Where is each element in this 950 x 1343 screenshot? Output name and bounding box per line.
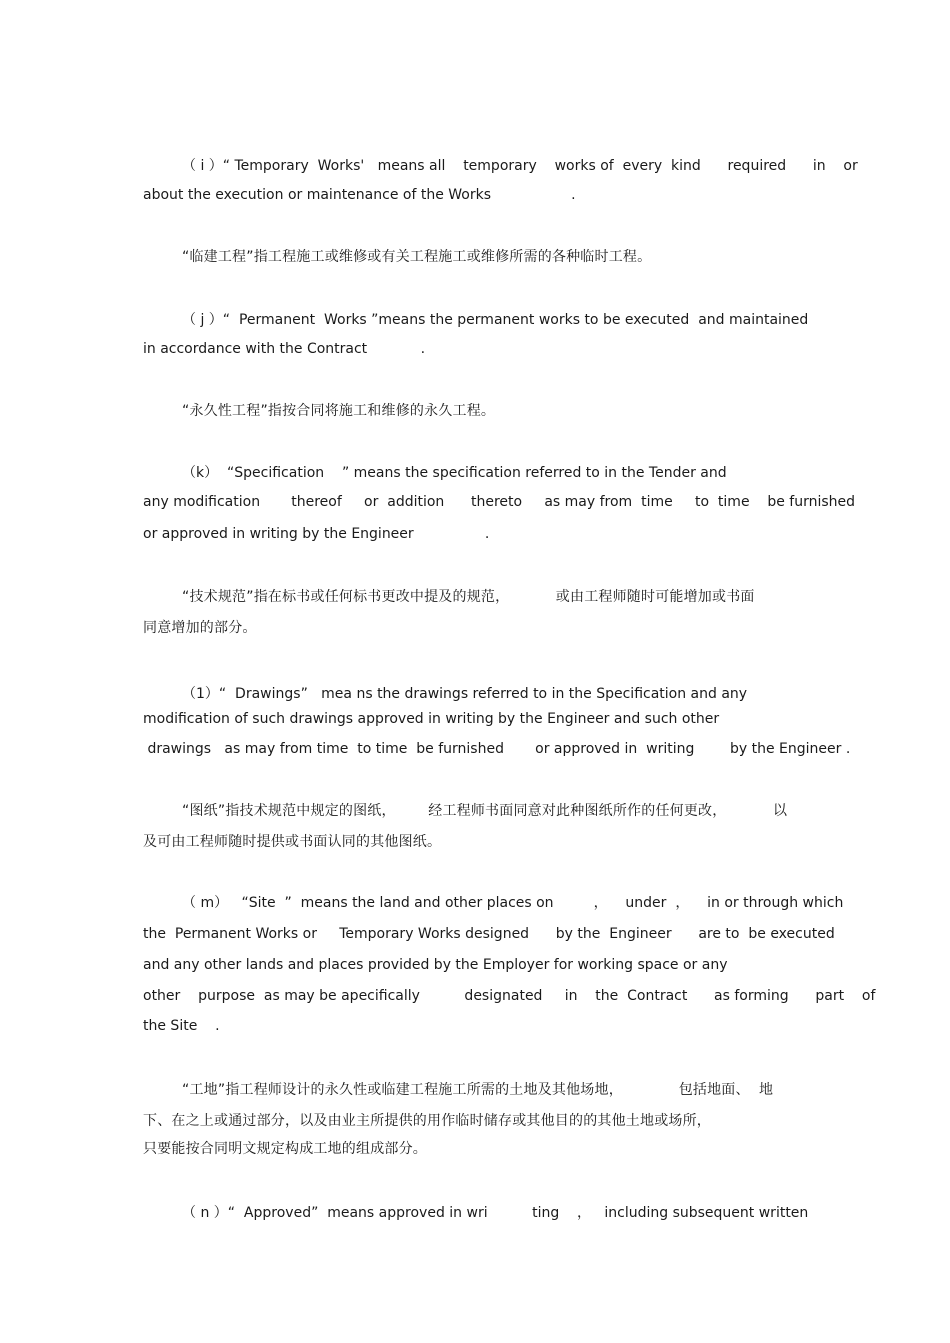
- clause-m-en-line-2: the Permanent Works or Temporary Works designed by the Engineer are to be executed: [143, 926, 835, 942]
- clause-l-zh-line-2: 及可由工程师随时提供或书面认同的其他图纸。: [143, 834, 442, 850]
- clause-m-en-line-1: （ m） “Site ” means the land and other places on ， under ， in or through which: [182, 895, 844, 911]
- clause-m-zh-line-3: 只要能按合同明文规定构成工地的组成部分。: [143, 1141, 427, 1157]
- clause-i-en-line-2: about the execution or maintenance of the Works .: [143, 187, 576, 203]
- clause-m-en-line-3: and any other lands and places provided by the Employer for working space or any: [143, 957, 728, 973]
- clause-m-en-line-5: the Site .: [143, 1018, 220, 1034]
- clause-i-zh-line-1: “临建工程”指工程施工或维修或有关工程施工或维修所需的各种临时工程。: [182, 249, 652, 265]
- clause-k-en-line-3: or approved in writing by the Engineer .: [143, 526, 490, 542]
- clause-k-en-line-2: any modification thereof or addition thereto as may from time to time be furnished: [143, 494, 856, 510]
- clause-k-en-line-1: （k） “Specification ” means the specification referred to in the Tender and: [182, 465, 727, 481]
- clause-i-en-line-1: （ i ）“ Temporary Works' means all temporary works of every kind required in or: [182, 158, 858, 174]
- clause-l-en-line-1: （1）“ Drawings” mea ns the drawings referred to in the Specification and any: [182, 686, 748, 702]
- clause-l-zh-line-1: “图纸”指技术规范中规定的图纸， 经工程师书面同意对此种图纸所作的任何更改， 以: [182, 803, 788, 819]
- clause-m-zh-line-1: “工地”指工程师设计的永久性或临建工程施工所需的土地及其他场地， 包括地面、 地: [182, 1082, 774, 1098]
- clause-l-en-line-2: modification of such drawings approved in writing by the Engineer and such other: [143, 711, 720, 727]
- clause-j-en-line-2: in accordance with the Contract .: [143, 341, 426, 357]
- clause-m-en-line-4: other purpose as may be apecifically designated in the Contract as forming part of: [143, 988, 876, 1004]
- clause-m-zh-line-2: 下、在之上或通过部分，以及由业主所提供的用作临时储存或其他目的的其他土地或场所，: [143, 1113, 711, 1129]
- clause-k-zh-line-2: 同意增加的部分。: [143, 620, 257, 636]
- clause-j-en-line-1: （ j ）“ Permanent Works ”means the permanent works to be executed and maintained: [182, 312, 809, 328]
- clause-l-en-line-3: drawings as may from time to time be furnished or approved in writing by the Engineer .: [143, 741, 851, 757]
- clause-j-zh-line-1: “永久性工程”指按合同将施工和维修的永久工程。: [182, 403, 496, 419]
- clause-k-zh-line-1: “技术规范”指在标书或任何标书更改中提及的规范， 或由工程师随时可能增加或书面: [182, 589, 755, 605]
- clause-n-en-line-1: （ n ）“ Approved” means approved in wri ting ， including subsequent written: [182, 1205, 809, 1221]
